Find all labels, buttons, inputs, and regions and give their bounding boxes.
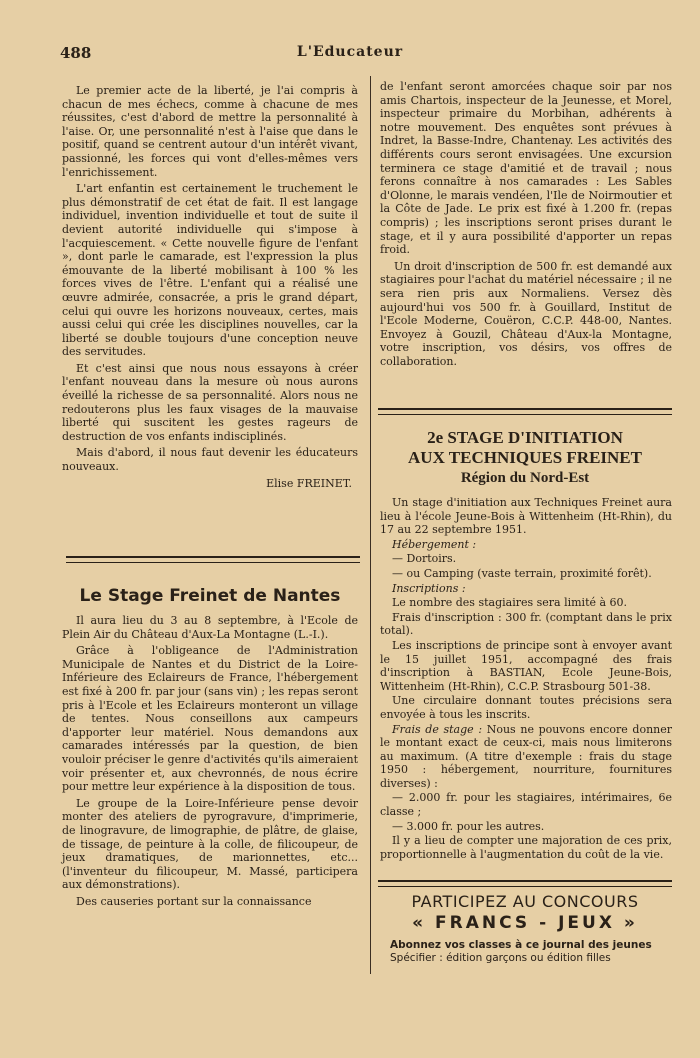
paragraph: Une circulaire donnant toutes précisions sera envoyée à tous les inscrits. <box>380 694 672 721</box>
paragraph: Et c'est ainsi que nous nous essayons à créer l'enfant nouveau dans la mesure où nous aurons éveillé la richesse de sa personnalité. Alors nous ne redouterons plus les faux visages de la mauvaise liberté qui suscitent les gestes rageurs de destruction de vos enfants indisciplinés. <box>62 361 358 443</box>
section-rule <box>378 408 672 415</box>
paragraph: Frais d'inscription : 300 fr. (comptant dans le prix total). <box>380 610 672 638</box>
paragraph: Le premier acte de la liberté, je l'ai compris à chacun de mes échecs, comme à chacune de mes réussites, c'est d'abord de mettre la personnalité à l'aise. Or, une personnalité n'est à l'aise que dans le positif, quand se centrent autour d'un intérêt vivant, passionné, les forces qui vont d'elles-mêmes vers l'enrichissement. <box>62 84 358 179</box>
frais-label: Frais de stage : <box>392 722 483 736</box>
list-item: — 2.000 fr. pour les stagiaires, intérimaires, 6e classe ; <box>380 791 672 819</box>
paragraph: Un stage d'initiation aux Techniques Freinet aura lieu à l'école Jeune-Bois à Wittenheim (Ht-Rhin), du 17 au 22 septembre 1951. <box>380 496 672 537</box>
promo-edition: Spécifier : édition garçons ou édition filles <box>390 952 611 964</box>
paragraph: Des causeries portant sur la connaissance <box>76 894 312 908</box>
list-item: — Dortoirs. <box>392 552 457 566</box>
signature: Elise FREINET. <box>266 476 352 490</box>
journal-title: L'Educateur <box>296 44 404 60</box>
article-nantes-continued <box>380 80 672 371</box>
frais-text: Nous ne pouvons encore donner le montant exact de ceux-ci, mais nous limiterons au maximum. (A titre d'exemple : frais du stage 1950 : hébergement, nourriture, fournitures diverses) : <box>380 722 673 790</box>
paragraph: Les inscriptions de principe sont à envoyer avant le 15 juillet 1951, accompagné des frais d'inscription à BASTIAN, Ecole Jeune-Bois, Wittenheim (Ht-Rhin), C.C.P. Strasbourg 501-38. <box>380 638 672 693</box>
list-item: — 3.000 fr. pour les autres. <box>392 819 545 833</box>
paragraph: Le groupe de la Loire-Inférieure pense devoir monter des ateliers de pyrogravure, d'imprimerie, de linogravure, de limographie, de plâtre, de glaise, de tissage, de peinture à la colle, de filicoupeur, de jeux dramatiques, de marionnettes, etc... (l'inventeur du filicoupeur, M. Massé, participera aux démonstrations). <box>62 796 358 892</box>
section-rule <box>66 556 360 563</box>
inscriptions-label: Inscriptions : <box>392 581 466 595</box>
article-stage2 <box>380 496 672 862</box>
article-liberte <box>62 84 358 490</box>
stage2-title <box>378 428 672 468</box>
promo-box <box>378 892 672 964</box>
nantes-title: Le Stage Freinet de Nantes <box>79 586 341 606</box>
page-header <box>60 44 640 68</box>
article-nantes <box>62 614 358 911</box>
stage2-subtitle: Région du Nord-Est <box>460 470 590 486</box>
paragraph: de l'enfant seront amorcées chaque soir par nos amis Chartois, inspecteur de la Jeunesse, et Morel, inspecteur primaire du Morbihan, adhérents à notre mouvement. Des enquêtes sont prévues à Indret, la Basse-Indre, Chantenay. Les activités des différents cours seront envisagées. Une excursion terminera ce stage d'amitié et de travail ; nous ferons connaître à nos camarades : Les Sables d'Olonne, le marais vendéen, l'Ile de Noirmoutier et la Côte de Jade. Le prix est fixé à 1.200 fr. (repas compris) ; les inscriptions seront prises durant le stage, et il y aura possibilité d'apporter un repas froid. <box>380 80 672 257</box>
stage2-title-line1: 2e STAGE D'INITIATION <box>427 428 623 447</box>
hebergement-label: Hébergement : <box>392 537 477 551</box>
paragraph: Il aura lieu du 3 au 8 septembre, à l'Ecole de Plein Air du Château d'Aux-La Montagne (L.-I.). <box>62 614 358 641</box>
list-item: — ou Camping (vaste terrain, proximité forêt). <box>392 566 652 580</box>
paragraph: Il y a lieu de compter une majoration de ces prix, proportionnelle à l'augmentation du coût de la vie. <box>380 834 672 861</box>
stage2-title-line2: AUX TECHNIQUES FREINET <box>408 448 642 467</box>
paragraph: Grâce à l'obligeance de l'Administration Municipale de Nantes et du District de la Loire-Inférieure des Eclaireurs de France, l'hébergement est fixé à 200 fr. par jour (sans vin) ; les repas seront pris à l'Ecole et les Eclaireurs monteront un village de tentes. Nous conseillons aux campeurs d'apporter leur matériel. Nous demandons aux camarades intéressés par la question, de bien vouloir préciser le genre d'activités qu'ils aimeraient voir présenter et, aux chevronnés, de nous écrire pour mettre leur expérience à la disposition de tous. <box>62 644 358 794</box>
promo-subscribe: Abonnez vos classes à ce journal des jeunes <box>390 939 652 951</box>
paragraph: Un droit d'inscription de 500 fr. est demandé aux stagiaires pour l'achat du matériel nécessaire ; il ne sera rien pris aux Normaliens. Versez dès aujourd'hui vos 500 fr. à Gouillard, Institut de l'Ecole Moderne, Couëron, C.C.P. 448-00, Nantes. Envoyez à Gouzil, Château d'Aux-la Montagne, votre inscription, vos désirs, vos offres de collaboration. <box>380 259 672 368</box>
paragraph: Le nombre des stagiaires sera limité à 60. <box>392 596 628 610</box>
column-divider <box>370 76 371 974</box>
paragraph <box>380 723 672 791</box>
paragraph: L'art enfantin est certainement le truchement le plus démonstratif de cet état de fait. Il est langage individuel, invention individuelle et tout de suite il devient autorité individuelle qui s'impose à l'acquiescement. « Cette nouvelle figure de l'enfant », dont parle le camarade, est l'expression la plus émouvante de la liberté mobilisant à 100 % les forces vives de l'être. L'enfant qui a réalisé une œuvre admirée, consacrée, a pris le grand départ, celui qui ouvre les horizons nouveaux, certes, mais aussi celui qui crée les disciplines nouvelles, car la liberté se double toujours d'une conception neuve des servitudes. <box>62 182 358 359</box>
promo-title: « FRANCS - JEUX » <box>412 913 638 933</box>
page-number: 488 <box>60 44 92 62</box>
promo-headline: PARTICIPEZ AU CONCOURS <box>411 892 639 911</box>
section-rule <box>378 880 672 887</box>
paragraph: Mais d'abord, il nous faut devenir les éducateurs nouveaux. <box>62 446 358 474</box>
